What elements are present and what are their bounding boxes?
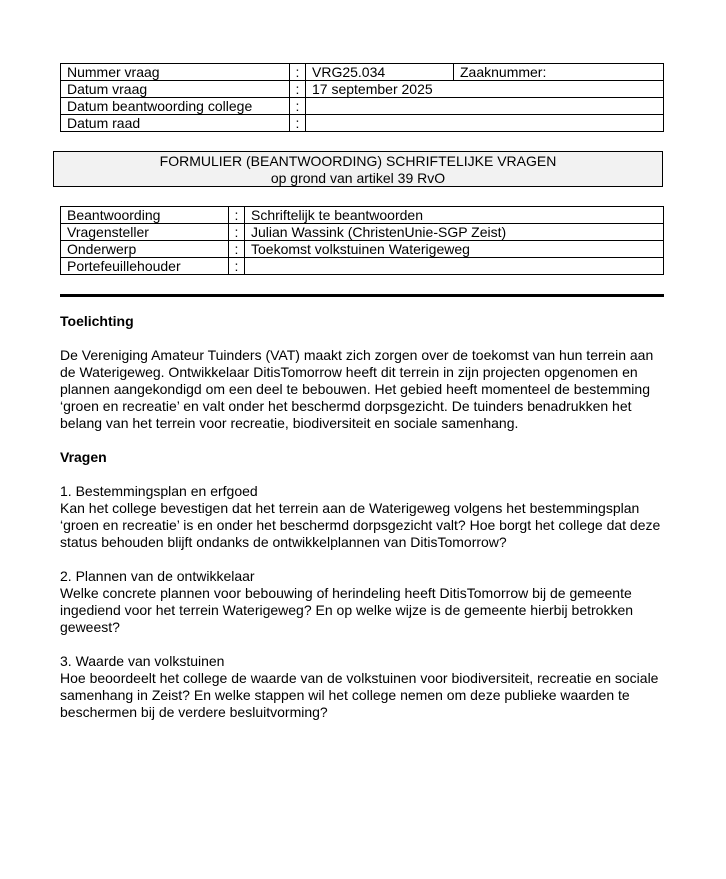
toelichting-heading: Toelichting <box>60 313 134 329</box>
colon-separator: : <box>229 224 245 241</box>
question-item <box>60 483 664 551</box>
value-vragensteller: Julian Wassink (ChristenUnie-SGP Zeist) <box>245 224 664 241</box>
toelichting-text: De Vereniging Amateur Tuinders (VAT) maakt zich zorgen over de toekomst van hun terrein aan de Waterigeweg. Ontwikkelaar DitisTomorrow heeft dit terrein in zijn projecten opgenomen en plannen aangekondigd om een deel te bebouwen. Het gebied heeft momenteel de bestemming ‘groen en recreatie’ en valt onder het beschermd dorpsgezicht. De tuinders benadrukken het belang van het terrein voor recreatie, biodiversiteit en sociale samenhang. <box>60 347 654 431</box>
table-row <box>61 81 664 98</box>
table-row <box>61 241 664 258</box>
colon-separator: : <box>290 81 306 98</box>
value-datum-raad <box>306 115 664 132</box>
table-row <box>61 98 664 115</box>
label-vragensteller: Vragensteller <box>61 224 229 241</box>
question-text: Welke concrete plannen voor bebouwing of herindeling heeft DitisTomorrow bij de gemeente ingediend voor het terrein Waterigeweg? En op welke wijze is de gemeente hierbij betrokken geweest? <box>60 585 634 635</box>
value-nummer-vraag: VRG25.034 <box>306 64 454 81</box>
colon-separator: : <box>229 241 245 258</box>
label-beantwoording: Beantwoording <box>61 207 229 224</box>
value-datum-vraag: 17 september 2025 <box>306 81 664 98</box>
colon-separator: : <box>290 115 306 132</box>
value-datum-beantwoording <box>306 98 664 115</box>
question-title: 1. Bestemmingsplan en erfgoed <box>60 483 258 499</box>
label-datum-raad: Datum raad <box>61 115 290 132</box>
table-row <box>61 115 664 132</box>
document-body <box>60 313 664 738</box>
question-metadata-table <box>60 63 664 132</box>
table-row <box>61 224 664 241</box>
value-portefeuillehouder <box>245 258 664 275</box>
section-divider <box>60 294 664 297</box>
form-title: FORMULIER (BEANTWOORDING) SCHRIFTELIJKE VRAGEN <box>159 153 557 169</box>
table-row <box>61 207 664 224</box>
form-subtitle: op grond van artikel 39 RvO <box>270 170 446 186</box>
form-title-box <box>53 151 663 187</box>
colon-separator: : <box>229 207 245 224</box>
question-title: 3. Waarde van volkstuinen <box>60 653 225 669</box>
question-details-table <box>60 206 664 275</box>
colon-separator: : <box>229 258 245 275</box>
label-zaaknummer: Zaaknummer: <box>454 64 664 81</box>
table-row <box>61 64 664 81</box>
question-text: Hoe beoordeelt het college de waarde van de volkstuinen voor biodiversiteit, recreatie en sociale samenhang in Zeist? En welke stappen wil het college nemen om deze publieke waarden te beschermen bij de verdere besluitvorming? <box>60 670 659 720</box>
question-item <box>60 568 664 636</box>
label-datum-beantwoording: Datum beantwoording college <box>61 98 290 115</box>
question-title: 2. Plannen van de ontwikkelaar <box>60 568 255 584</box>
value-beantwoording: Schriftelijk te beantwoorden <box>245 207 664 224</box>
question-item <box>60 653 664 721</box>
label-nummer-vraag: Nummer vraag <box>61 64 290 81</box>
vragen-heading: Vragen <box>60 449 107 465</box>
colon-separator: : <box>290 98 306 115</box>
question-text: Kan het college bevestigen dat het terrein aan de Waterigeweg volgens het bestemmingsplan ‘groen en recreatie’ is en onder het beschermd dorpsgezicht valt? Hoe borgt het college dat deze status behouden blijft ondanks de ontwikkelplannen van DitisTomorrow? <box>60 500 661 550</box>
table-row <box>61 258 664 275</box>
label-portefeuillehouder: Portefeuillehouder <box>61 258 229 275</box>
label-datum-vraag: Datum vraag <box>61 81 290 98</box>
label-onderwerp: Onderwerp <box>61 241 229 258</box>
colon-separator: : <box>290 64 306 81</box>
value-onderwerp: Toekomst volkstuinen Waterigeweg <box>245 241 664 258</box>
